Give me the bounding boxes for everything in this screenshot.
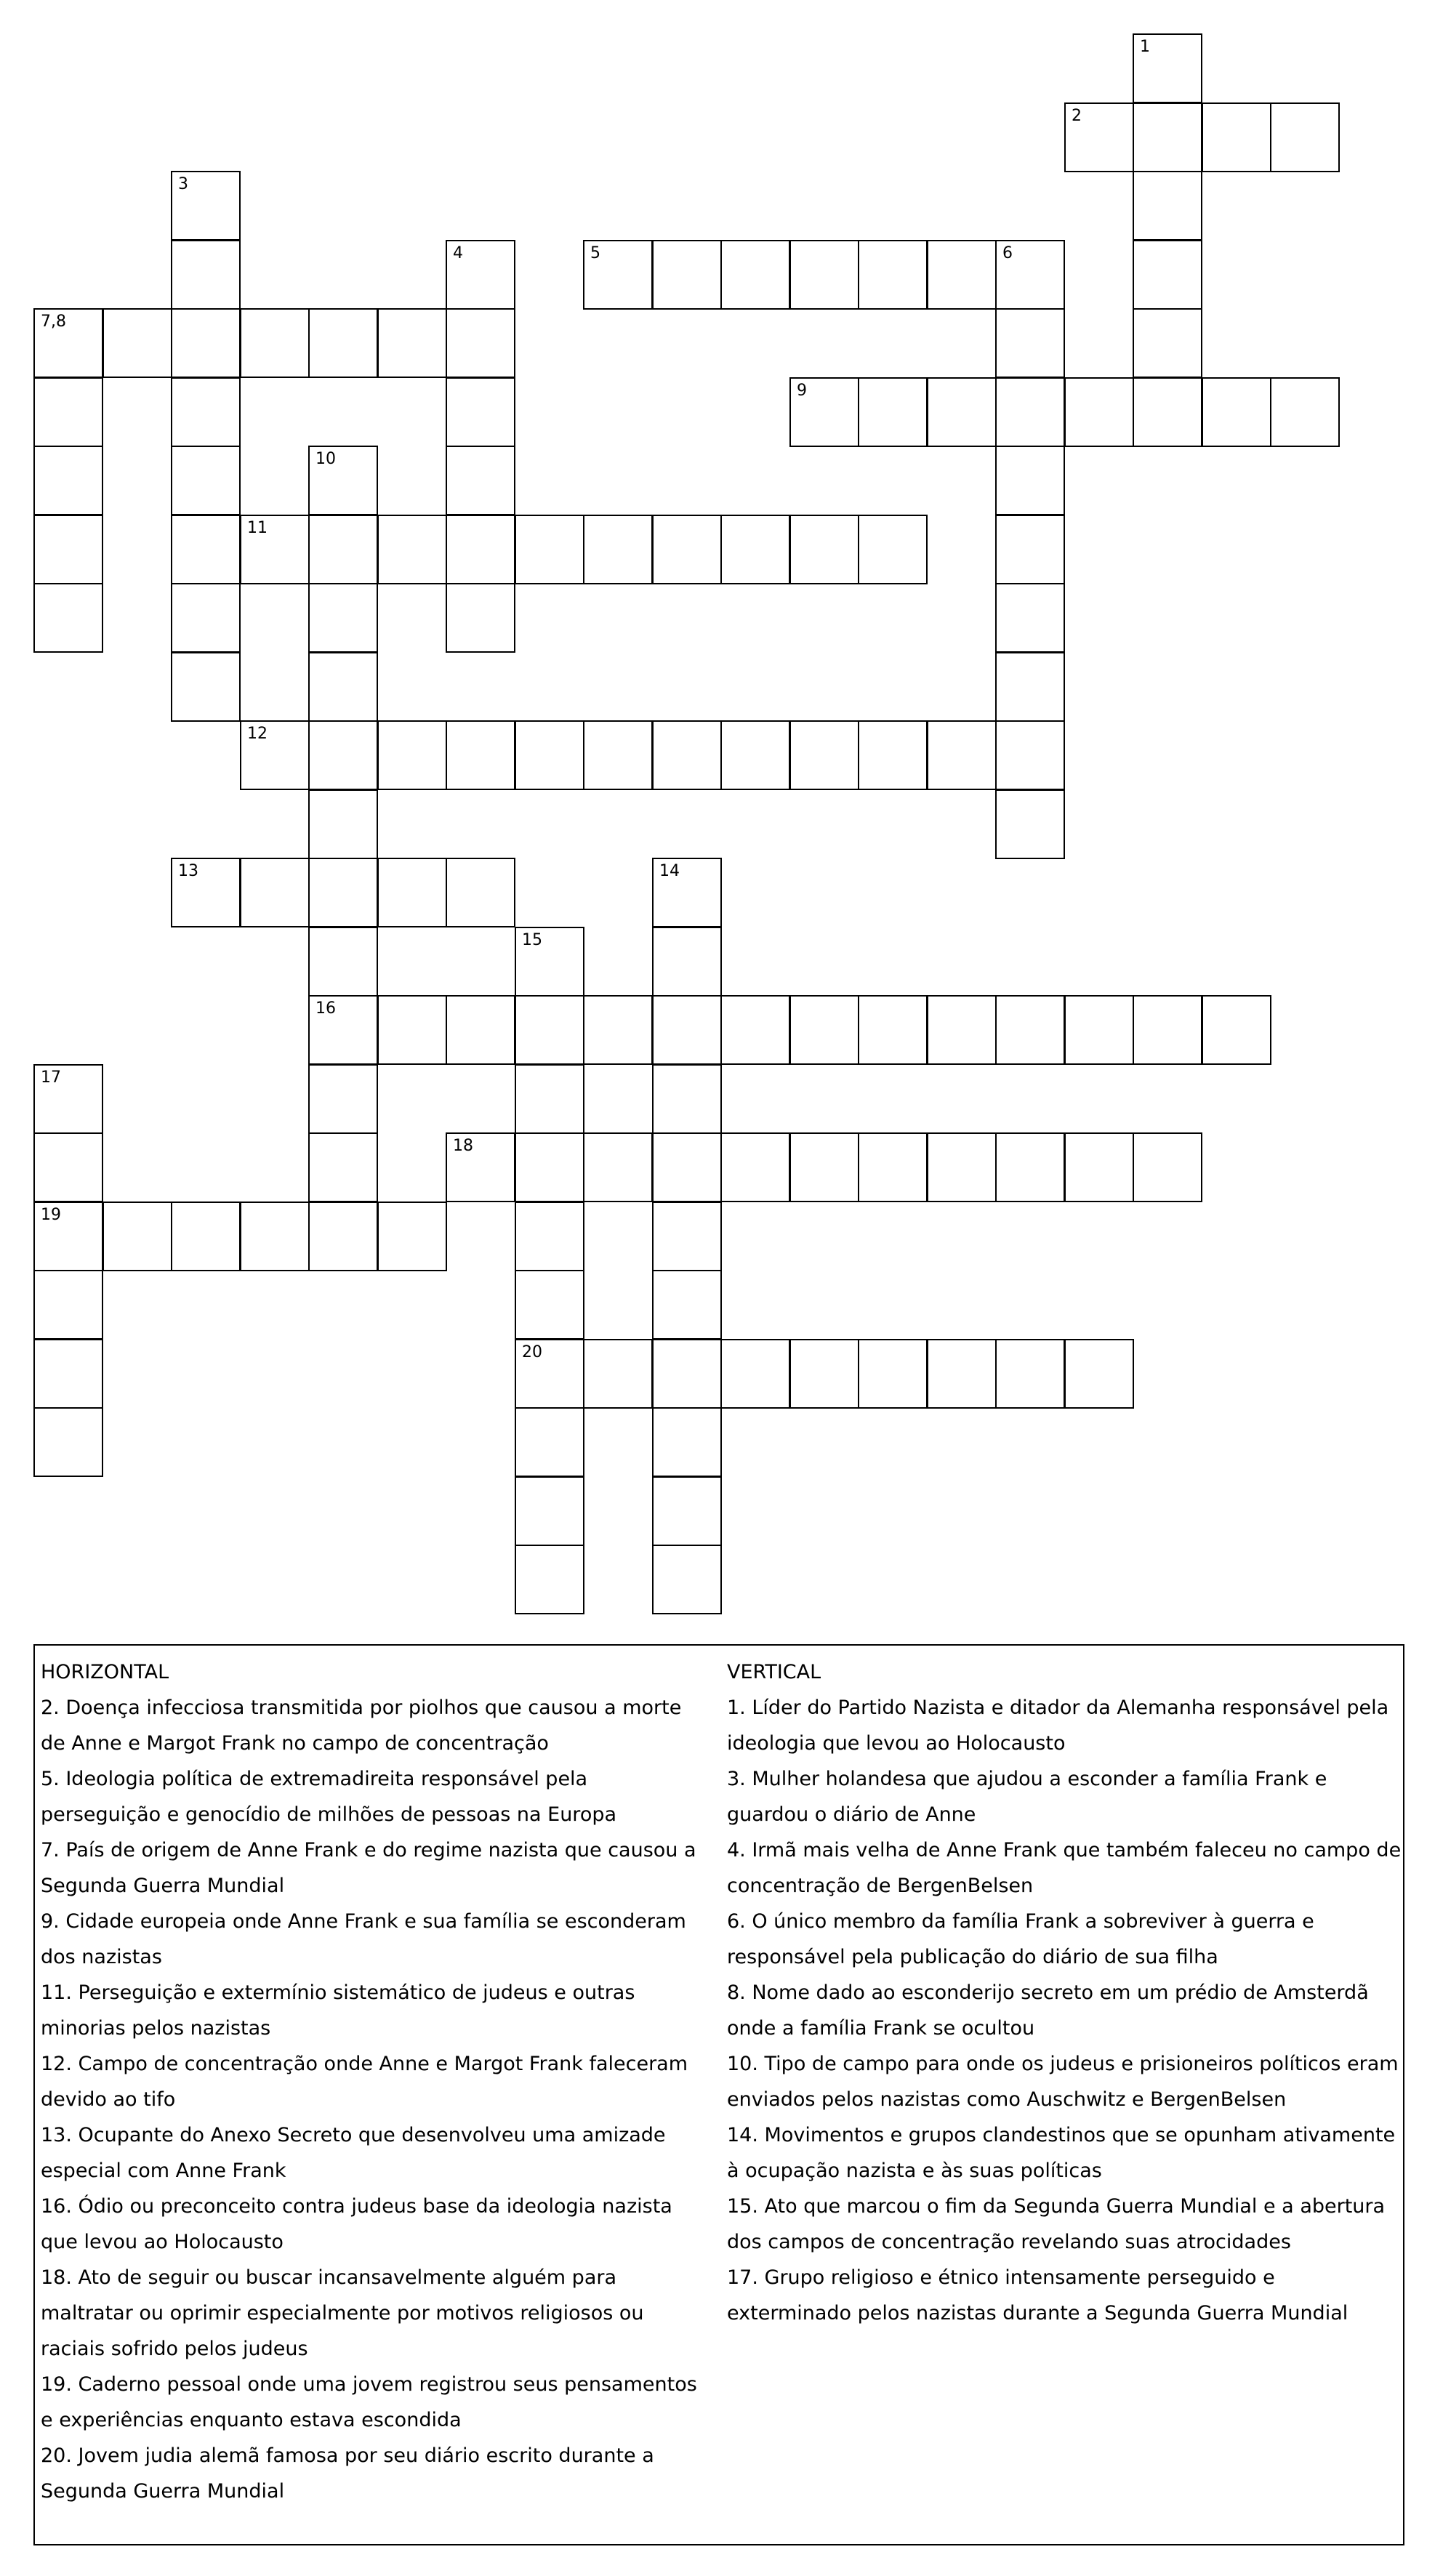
grid-cell[interactable] [515, 720, 584, 790]
grid-cell[interactable] [240, 308, 310, 378]
grid-cell[interactable] [995, 995, 1065, 1065]
clue-number: 14 [659, 862, 680, 880]
clue-h-2: 2. Doença infecciosa transmitida por piolhos que causou a morte de Anne e Margot Frank no campo de concentração [41, 1696, 682, 1755]
grid-cell[interactable] [171, 652, 241, 722]
grid-cell[interactable] [446, 1132, 515, 1202]
grid-cell[interactable] [652, 1339, 722, 1409]
grid-cell[interactable] [789, 1132, 859, 1202]
grid-cell[interactable] [1133, 1132, 1202, 1202]
grid-cell[interactable] [995, 1339, 1065, 1409]
grid-cell[interactable] [377, 858, 447, 927]
grid-cell[interactable] [33, 1339, 103, 1409]
grid-cell[interactable] [789, 720, 859, 790]
grid-cell[interactable] [171, 1202, 241, 1271]
clue-number: 2 [1072, 107, 1082, 125]
grid-cell[interactable] [583, 720, 653, 790]
grid-cell[interactable] [858, 995, 928, 1065]
grid-cell[interactable] [652, 1545, 722, 1614]
grid-cell[interactable] [1133, 377, 1202, 447]
clue-h-13: 13. Ocupante do Anexo Secreto que desenvolveu uma amizade especial com Anne Frank [41, 2124, 666, 2182]
grid-cell[interactable] [33, 583, 103, 653]
grid-cell[interactable] [652, 1476, 722, 1546]
grid-cell[interactable] [102, 308, 172, 378]
grid-cell[interactable] [102, 1202, 172, 1271]
grid-cell[interactable] [720, 240, 790, 310]
grid-cell[interactable] [377, 720, 447, 790]
grid-cell[interactable] [33, 377, 103, 447]
clue-v-3: 3. Mulher holandesa que ajudou a esconder a família Frank e guardou o diário de Anne [727, 1768, 1327, 1826]
grid-cell[interactable] [515, 1407, 584, 1477]
grid-cell[interactable] [308, 789, 378, 859]
grid-cell[interactable] [720, 995, 790, 1065]
grid-cell[interactable] [720, 720, 790, 790]
grid-cell[interactable] [927, 377, 997, 447]
grid-cell[interactable] [308, 515, 378, 584]
grid-cell[interactable] [995, 1132, 1065, 1202]
grid-cell[interactable] [652, 515, 722, 584]
grid-cell[interactable] [858, 1132, 928, 1202]
clue-h-12: 12. Campo de concentração onde Anne e Margot Frank faleceram devido ao tifo [41, 2053, 688, 2111]
grid-cell[interactable] [927, 1339, 997, 1409]
clue-v-4: 4. Irmã mais velha de Anne Frank que também faleceu no campo de concentração de BergenBelsen [727, 1839, 1402, 1897]
clue-number: 12 [247, 725, 268, 743]
grid-cell[interactable] [995, 515, 1065, 584]
grid-cell[interactable] [33, 446, 103, 515]
grid-cell[interactable] [858, 1339, 928, 1409]
grid-cell[interactable] [308, 1132, 378, 1202]
grid-cell[interactable] [171, 515, 241, 584]
grid-cell[interactable] [515, 1545, 584, 1614]
grid-cell[interactable] [720, 1132, 790, 1202]
grid-cell[interactable] [652, 858, 722, 927]
grid-cell[interactable] [583, 1339, 653, 1409]
grid-cell[interactable] [515, 927, 584, 997]
grid-cell[interactable] [171, 446, 241, 515]
grid-cell[interactable] [33, 1064, 103, 1134]
grid-cell[interactable] [1133, 171, 1202, 241]
grid-cell[interactable] [995, 720, 1065, 790]
clue-number: 4 [453, 244, 463, 262]
grid-cell[interactable] [1064, 1132, 1134, 1202]
grid-cell[interactable] [171, 308, 241, 378]
grid-cell[interactable] [33, 515, 103, 584]
grid-cell[interactable] [858, 240, 928, 310]
clue-number: 6 [1002, 244, 1013, 262]
clue-number: 18 [453, 1137, 473, 1155]
grid-cell[interactable] [446, 308, 515, 378]
clue-h-16: 16. Ódio ou preconceito contra judeus base da ideologia nazista que levou ao Holocausto [41, 2195, 672, 2253]
grid-cell[interactable] [446, 858, 515, 927]
grid-cell[interactable] [446, 377, 515, 447]
clue-number: 9 [797, 382, 807, 400]
grid-cell[interactable] [1133, 102, 1202, 172]
grid-cell[interactable] [1270, 377, 1340, 447]
grid-cell[interactable] [789, 1339, 859, 1409]
grid-cell[interactable] [927, 240, 997, 310]
grid-cell[interactable] [652, 1064, 722, 1134]
grid-cell[interactable] [789, 995, 859, 1065]
grid-cell[interactable] [652, 1132, 722, 1202]
grid-cell[interactable] [308, 652, 378, 722]
grid-cell[interactable] [1202, 377, 1271, 447]
clue-number: 15 [522, 931, 542, 949]
grid-cell[interactable] [583, 995, 653, 1065]
grid-cell[interactable] [789, 515, 859, 584]
clue-v-1: 1. Líder do Partido Nazista e ditador da Alemanha responsável pela ideologia que levou ao Holocausto [727, 1696, 1389, 1755]
grid-cell[interactable] [33, 1407, 103, 1477]
clue-h-18: 18. Ato de seguir ou buscar incansavelmente alguém para maltratar ou oprimir especialmente por motivos religiosos ou raciais sofrido pelos judeus [41, 2266, 644, 2360]
horizontal-clues [41, 1654, 710, 2509]
grid-cell[interactable] [1133, 33, 1202, 103]
grid-cell[interactable] [652, 240, 722, 310]
grid-cell[interactable] [446, 720, 515, 790]
grid-cell[interactable] [652, 1202, 722, 1271]
grid-cell[interactable] [1202, 102, 1271, 172]
grid-cell[interactable] [995, 377, 1065, 447]
grid-cell[interactable] [446, 240, 515, 310]
grid-cell[interactable] [995, 583, 1065, 653]
grid-cell[interactable] [308, 720, 378, 790]
grid-cell[interactable] [308, 583, 378, 653]
grid-cell[interactable] [240, 720, 310, 790]
grid-cell[interactable] [446, 995, 515, 1065]
clue-v-17: 17. Grupo religioso e étnico intensamente perseguido e exterminado pelos nazistas durante a Segunda Guerra Mundial [727, 2266, 1348, 2325]
grid-cell[interactable] [995, 789, 1065, 859]
grid-cell[interactable] [377, 515, 447, 584]
grid-cell[interactable] [171, 583, 241, 653]
grid-cell[interactable] [446, 583, 515, 653]
clue-number: 17 [41, 1068, 61, 1087]
clue-number: 13 [178, 862, 198, 880]
grid-cell[interactable] [308, 308, 378, 378]
clue-number: 11 [247, 519, 268, 537]
grid-cell[interactable] [33, 308, 103, 378]
clue-v-10: 10. Tipo de campo para onde os judeus e prisioneiros políticos eram enviados pelos nazistas como Auschwitz e BergenBelsen [727, 2053, 1399, 2111]
vertical-title: VERTICAL [727, 1661, 821, 1683]
grid-cell[interactable] [652, 720, 722, 790]
grid-cell[interactable] [789, 240, 859, 310]
grid-cell[interactable] [858, 720, 928, 790]
grid-cell[interactable] [515, 995, 584, 1065]
vertical-clues [727, 1654, 1403, 2331]
grid-cell[interactable] [927, 720, 997, 790]
grid-cell[interactable] [515, 1339, 584, 1409]
grid-cell[interactable] [308, 858, 378, 927]
grid-cell[interactable] [377, 308, 447, 378]
clue-number: 5 [590, 244, 600, 262]
grid-cell[interactable] [583, 240, 653, 310]
grid-cell[interactable] [515, 1202, 584, 1271]
clue-h-9: 9. Cidade europeia onde Anne Frank e sua família se esconderam dos nazistas [41, 1910, 686, 1968]
clues-box [33, 1644, 1404, 2545]
clue-v-14: 14. Movimentos e grupos clandestinos que se opunham ativamente à ocupação nazista e às suas políticas [727, 2124, 1396, 2182]
grid-cell[interactable] [171, 858, 241, 927]
grid-cell[interactable] [446, 515, 515, 584]
grid-cell[interactable] [1064, 995, 1134, 1065]
clue-v-6: 6. O único membro da família Frank a sobreviver à guerra e responsável pela publicação do diário de sua filha [727, 1910, 1314, 1968]
grid-cell[interactable] [33, 1132, 103, 1202]
grid-cell[interactable] [33, 1270, 103, 1340]
clue-number: 16 [315, 999, 336, 1018]
grid-cell[interactable] [858, 515, 928, 584]
grid-cell[interactable] [652, 995, 722, 1065]
grid-cell[interactable] [1270, 102, 1340, 172]
grid-cell[interactable] [308, 1064, 378, 1134]
grid-cell[interactable] [515, 515, 584, 584]
clue-number: 1 [1140, 38, 1150, 56]
grid-cell[interactable] [583, 1132, 653, 1202]
grid-cell[interactable] [171, 171, 241, 241]
grid-cell[interactable] [515, 1476, 584, 1546]
grid-cell[interactable] [1133, 995, 1202, 1065]
grid-cell[interactable] [995, 446, 1065, 515]
grid-cell[interactable] [171, 377, 241, 447]
grid-cell[interactable] [515, 1132, 584, 1202]
grid-cell[interactable] [927, 1132, 997, 1202]
clue-v-15: 15. Ato que marcou o fim da Segunda Guerra Mundial e a abertura dos campos de concentração revelando suas atrocidades [727, 2195, 1386, 2253]
grid-cell[interactable] [583, 515, 653, 584]
clue-number: 7,8 [41, 313, 66, 331]
grid-cell[interactable] [515, 1064, 584, 1134]
grid-cell[interactable] [1064, 102, 1134, 172]
grid-cell[interactable] [1064, 377, 1134, 447]
grid-cell[interactable] [1133, 308, 1202, 378]
grid-cell[interactable] [240, 858, 310, 927]
grid-cell[interactable] [720, 1339, 790, 1409]
grid-cell[interactable] [308, 446, 378, 515]
grid-cell[interactable] [789, 377, 859, 447]
grid-cell[interactable] [171, 240, 241, 310]
clue-number: 10 [315, 450, 336, 468]
grid-cell[interactable] [720, 515, 790, 584]
grid-cell[interactable] [652, 1407, 722, 1477]
grid-cell[interactable] [995, 240, 1065, 310]
grid-cell[interactable] [446, 446, 515, 515]
clue-number: 19 [41, 1206, 61, 1224]
clue-h-20: 20. Jovem judia alemã famosa por seu diário escrito durante a Segunda Guerra Mundial [41, 2444, 654, 2503]
grid-cell[interactable] [927, 995, 997, 1065]
grid-cell[interactable] [308, 995, 378, 1065]
grid-cell[interactable] [240, 1202, 310, 1271]
grid-cell[interactable] [377, 1202, 447, 1271]
horizontal-title: HORIZONTAL [41, 1661, 169, 1683]
grid-cell[interactable] [995, 652, 1065, 722]
grid-cell[interactable] [652, 927, 722, 997]
grid-cell[interactable] [1202, 995, 1271, 1065]
grid-cell[interactable] [308, 1202, 378, 1271]
clue-v-8: 8. Nome dado ao esconderijo secreto em um prédio de Amsterdã onde a família Frank se ocultou [727, 1981, 1369, 2040]
clue-h-11: 11. Perseguição e extermínio sistemático de judeus e outras minorias pelos nazistas [41, 1981, 635, 2040]
grid-cell[interactable] [858, 377, 928, 447]
grid-cell[interactable] [377, 995, 447, 1065]
grid-cell[interactable] [1133, 240, 1202, 310]
grid-cell[interactable] [652, 1270, 722, 1340]
grid-cell[interactable] [995, 308, 1065, 378]
clue-h-19: 19. Caderno pessoal onde uma jovem registrou seus pensamentos e experiências enquanto estava escondida [41, 2373, 697, 2431]
grid-cell[interactable] [240, 515, 310, 584]
grid-cell[interactable] [33, 1202, 103, 1271]
clue-number: 20 [522, 1343, 542, 1361]
clue-h-7: 7. País de origem de Anne Frank e do regime nazista que causou a Segunda Guerra Mundial [41, 1839, 696, 1897]
clue-h-5: 5. Ideologia política de extremadireita responsável pela perseguição e genocídio de milhões de pessoas na Europa [41, 1768, 617, 1826]
clue-number: 3 [178, 175, 188, 193]
grid-cell[interactable] [515, 1270, 584, 1340]
grid-cell[interactable] [1064, 1339, 1134, 1409]
grid-cell[interactable] [308, 927, 378, 997]
